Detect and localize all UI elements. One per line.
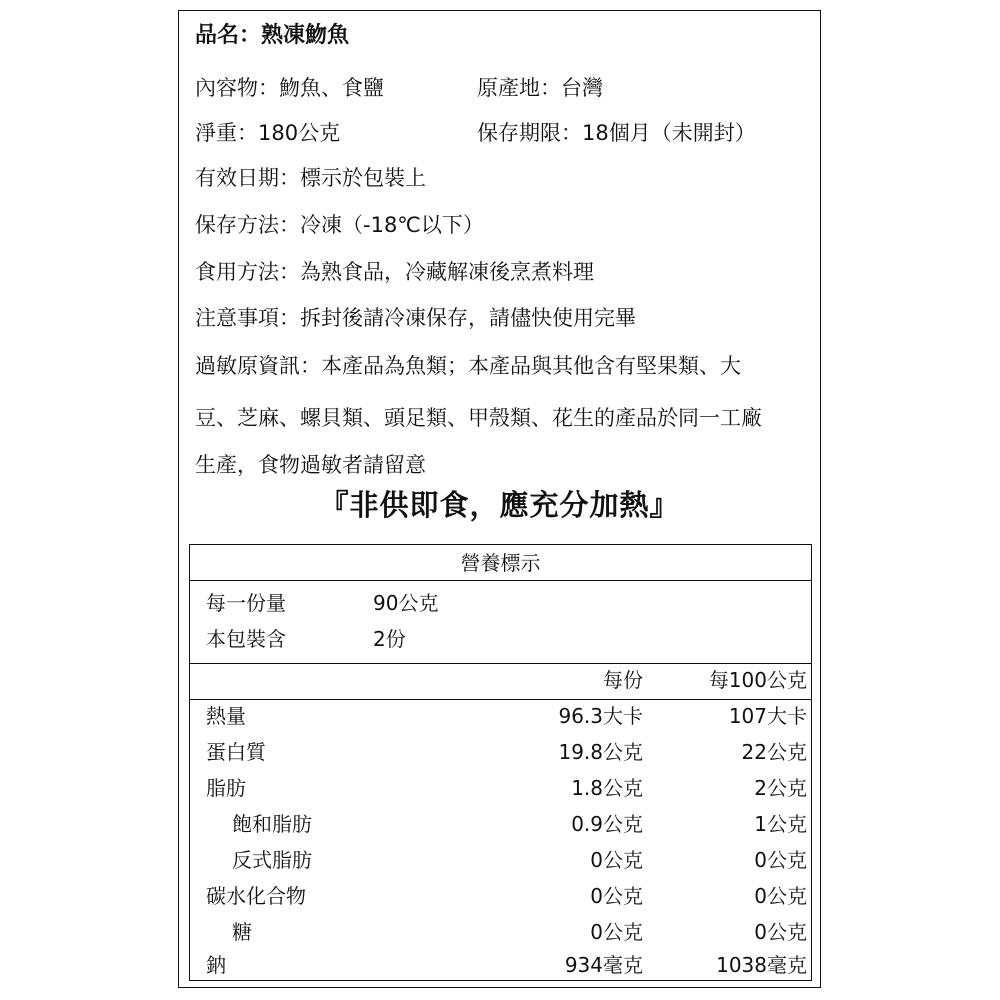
nutrient-name: 脂肪 bbox=[206, 776, 246, 800]
nutrient-per-100g: 1038毫克 bbox=[716, 953, 807, 977]
product-label bbox=[178, 10, 821, 988]
servings-per-package-label: 本包裝含 bbox=[206, 627, 286, 651]
shelf-life: 保存期限：18個月（未開封） bbox=[477, 121, 756, 145]
serving-size-label: 每一份量 bbox=[206, 591, 286, 615]
nutrient-name: 碳水化合物 bbox=[206, 884, 306, 908]
heating-warning: 『非供即食，應充分加熱』 bbox=[319, 488, 680, 522]
nutrient-per-serving: 934毫克 bbox=[564, 953, 643, 977]
net-weight: 淨重：180公克 bbox=[195, 121, 341, 145]
nutrient-per-serving: 0公克 bbox=[590, 920, 643, 944]
nutrient-per-serving: 96.3大卡 bbox=[558, 704, 643, 728]
nutrient-per-100g: 0公克 bbox=[754, 920, 807, 944]
divider bbox=[190, 663, 811, 664]
nutrient-name: 蛋白質 bbox=[206, 740, 266, 764]
nutrition-title: 營養標示 bbox=[190, 545, 811, 581]
nutrient-name: 飽和脂肪 bbox=[232, 812, 312, 836]
allergen-info-line-1: 過敏原資訊：本產品為魚類；本產品與其他含有堅果類、大 bbox=[195, 354, 741, 378]
nutrient-per-serving: 0公克 bbox=[590, 884, 643, 908]
allergen-info-line-2: 豆、芝麻、螺貝類、頭足類、甲殼類、花生的產品於同一工廠 bbox=[195, 406, 762, 430]
nutrient-per-100g: 2公克 bbox=[754, 776, 807, 800]
nutrient-per-100g: 0公克 bbox=[754, 848, 807, 872]
nutrient-name: 反式脂肪 bbox=[232, 848, 312, 872]
nutrition-facts-table bbox=[189, 544, 812, 981]
expiry-date: 有效日期：標示於包裝上 bbox=[195, 166, 426, 190]
nutrient-name: 鈉 bbox=[206, 953, 226, 977]
notes: 注意事項：拆封後請冷凍保存，請儘快使用完畢 bbox=[195, 306, 636, 330]
nutrient-per-100g: 107大卡 bbox=[728, 704, 807, 728]
storage-method: 保存方法：冷凍（-18℃以下） bbox=[195, 213, 484, 237]
usage-method: 食用方法：為熟食品，冷藏解凍後烹煮料理 bbox=[195, 260, 594, 284]
divider bbox=[190, 699, 811, 700]
nutrient-per-serving: 0公克 bbox=[590, 848, 643, 872]
allergen-info-line-3: 生產，食物過敏者請留意 bbox=[195, 453, 426, 477]
nutrient-name: 糖 bbox=[232, 920, 252, 944]
nutrient-per-serving: 1.8公克 bbox=[571, 776, 643, 800]
product-name: 品名：熟凍魩魚 bbox=[195, 23, 350, 48]
column-header-per-serving: 每份 bbox=[603, 668, 643, 692]
column-header-per-100g: 每100公克 bbox=[708, 668, 807, 692]
nutrient-per-serving: 19.8公克 bbox=[558, 740, 643, 764]
origin: 原產地：台灣 bbox=[477, 76, 603, 100]
nutrient-per-100g: 0公克 bbox=[754, 884, 807, 908]
nutrient-name: 熱量 bbox=[206, 704, 246, 728]
nutrient-per-100g: 1公克 bbox=[754, 812, 807, 836]
nutrient-per-100g: 22公克 bbox=[741, 740, 807, 764]
ingredients: 內容物：魩魚、食鹽 bbox=[195, 76, 384, 100]
serving-size-value: 90公克 bbox=[373, 591, 439, 615]
servings-per-package-value: 2份 bbox=[373, 627, 406, 651]
nutrient-per-serving: 0.9公克 bbox=[571, 812, 643, 836]
